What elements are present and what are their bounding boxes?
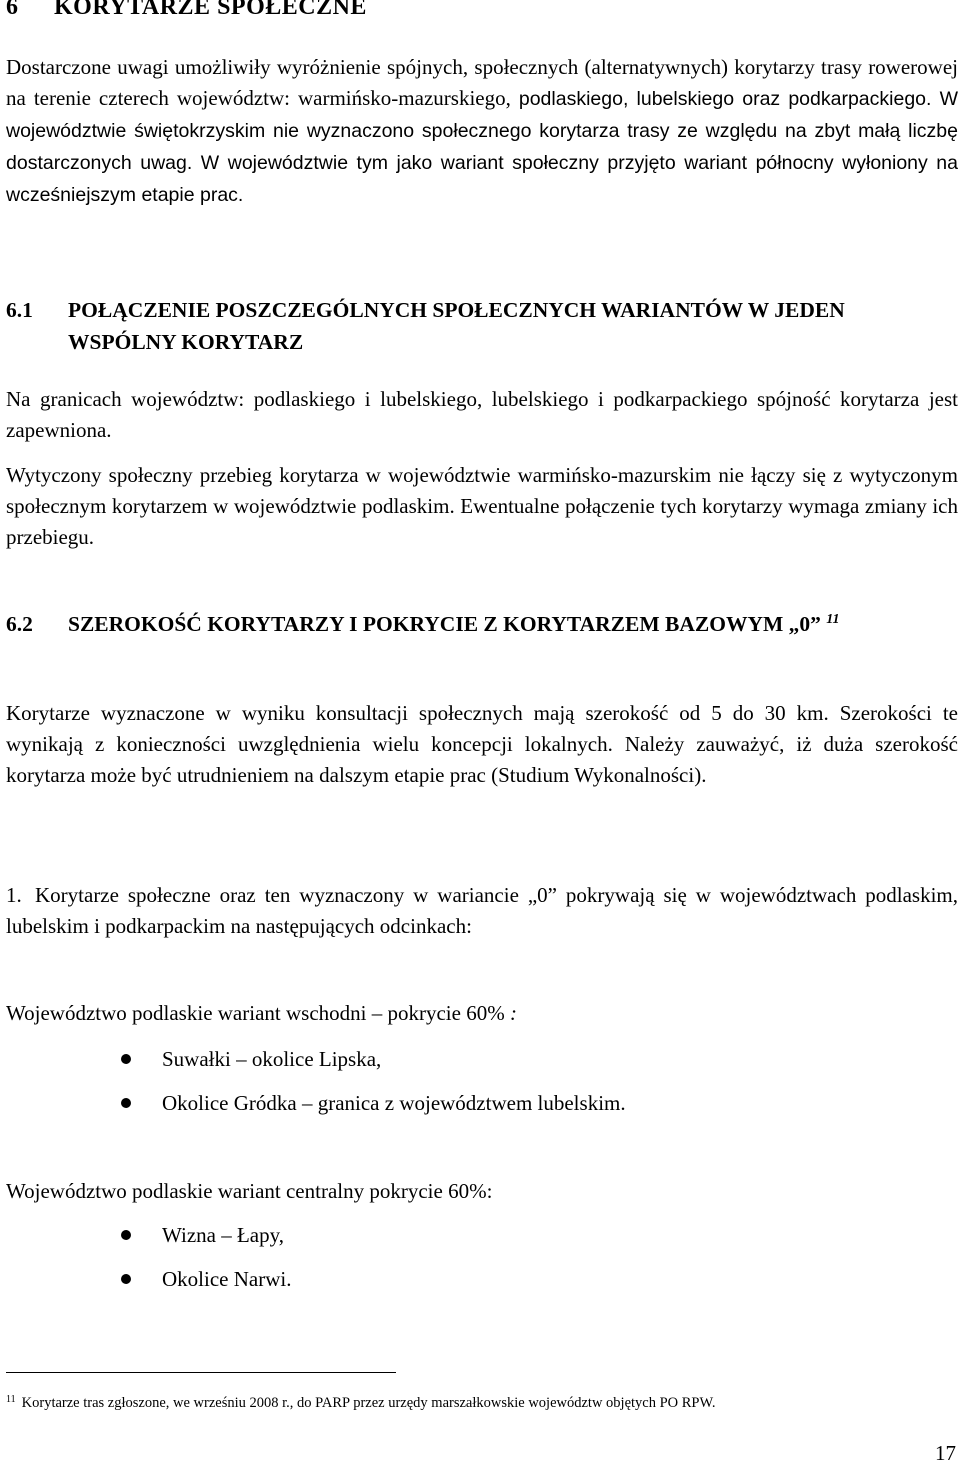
section-6-1-title: POŁĄCZENIE POSZCZEGÓLNYCH SPOŁECZNYCH WARIANTÓW W JEDEN WSPÓLNY KORYTARZ bbox=[68, 298, 845, 354]
section-6-1-heading bbox=[6, 294, 946, 358]
section-6-1-paragraph-2: Wytyczony społeczny przebieg korytarza w województwie warmińsko-mazurskim nie łączy się z wytyczonym społecznym korytarzem w województwie podlaskim. Ewentualne połączenie tych korytarzy wymaga zmiany ich przebiegu. bbox=[6, 463, 958, 549]
bullet-icon bbox=[121, 1274, 131, 1284]
region-heading-east bbox=[6, 998, 517, 1029]
list-item bbox=[0, 1220, 291, 1264]
list-item bbox=[0, 1044, 626, 1088]
footnote-text: Korytarze tras zgłoszone, we wrześniu 2008 r., do PARP przez urzędy marszałkowskie województw objętych PO RPW. bbox=[21, 1395, 716, 1411]
chapter-title: KORYTARZE SPOŁECZNE bbox=[54, 0, 367, 20]
footnote-divider bbox=[6, 1372, 396, 1373]
footnote-number: 11 bbox=[6, 1394, 16, 1405]
intro-sans-text: podlaskiego, lubelskiego oraz podkarpackiego. W województwie świętokrzyskim nie wyznaczono społecznego korytarza trasy ze względu na zbyt małą liczbę dostarczonych uwag. W województwie tym jako wariant społeczny przyjęto wariant północny wyłoniony na wcześniejszym etapie prac. bbox=[6, 88, 959, 206]
region-east-label: Województwo podlaskie wariant wschodni – pokrycie 60% bbox=[6, 1001, 505, 1025]
region-east-suffix: : bbox=[504, 1001, 517, 1025]
footnote-reference: 11 bbox=[826, 611, 840, 627]
list-item bbox=[0, 1264, 291, 1308]
section-6-2-number: 6.2 bbox=[6, 612, 33, 636]
section-6-2-title-wrap bbox=[68, 608, 946, 640]
chapter-heading bbox=[6, 0, 367, 22]
region-central-list bbox=[0, 1220, 291, 1308]
section-6-1-number: 6.1 bbox=[6, 298, 33, 322]
page-number: 17 bbox=[935, 1441, 956, 1465]
numbered-item-number: 1. bbox=[6, 883, 22, 907]
region-central-label: Województwo podlaskie wariant centralny pokrycie 60%: bbox=[6, 1179, 493, 1203]
chapter-number: 6 bbox=[6, 0, 19, 20]
bullet-icon bbox=[121, 1098, 131, 1108]
section-6-2-heading bbox=[6, 608, 946, 640]
list-item bbox=[0, 1088, 626, 1132]
numbered-item-text: Korytarze społeczne oraz ten wyznaczony w wariancie „0” pokrywają się w województwach podlaskim, lubelskim i podkarpackim na następujących odcinkach: bbox=[6, 883, 958, 938]
list-item-text: Okolice Narwi. bbox=[162, 1267, 292, 1291]
section-6-2-paragraph: Korytarze wyznaczone w wyniku konsultacji społecznych mają szerokość od 5 do 30 km. Szerokości te wynikają z konieczności uwzględnienia wielu koncepcji lokalnych. Należy zauważyć, iż duża szerokość korytarza może być utrudnieniem na dalszym etapie prac (Studium Wykonalności). bbox=[6, 701, 958, 787]
bullet-icon bbox=[121, 1230, 131, 1240]
list-item-text: Wizna – Łapy, bbox=[162, 1223, 284, 1247]
section-6-2-title: SZEROKOŚĆ KORYTARZY I POKRYCIE Z KORYTARZEM BAZOWYM „0” bbox=[68, 612, 821, 636]
numbered-item bbox=[6, 880, 958, 942]
footnote bbox=[6, 1390, 715, 1413]
bullet-icon bbox=[121, 1054, 131, 1064]
region-heading-central bbox=[6, 1176, 492, 1207]
list-item-text: Okolice Gródka – granica z województwem lubelskim. bbox=[162, 1091, 626, 1115]
region-east-list bbox=[0, 1044, 626, 1132]
intro-paragraph bbox=[6, 52, 958, 211]
intro-serif-text: Dostarczone uwagi umożliwiły wyróżnienie spójnych, społecznych (alternatywnych) korytarzy trasy rowerowej na terenie czterech województw: warmińsko-mazurskiego, bbox=[6, 55, 958, 110]
list-item-text: Suwałki – okolice Lipska, bbox=[162, 1047, 382, 1071]
section-6-1-paragraph-1: Na granicach województw: podlaskiego i lubelskiego, lubelskiego i podkarpackiego spójność korytarza jest zapewniona. bbox=[6, 387, 958, 442]
